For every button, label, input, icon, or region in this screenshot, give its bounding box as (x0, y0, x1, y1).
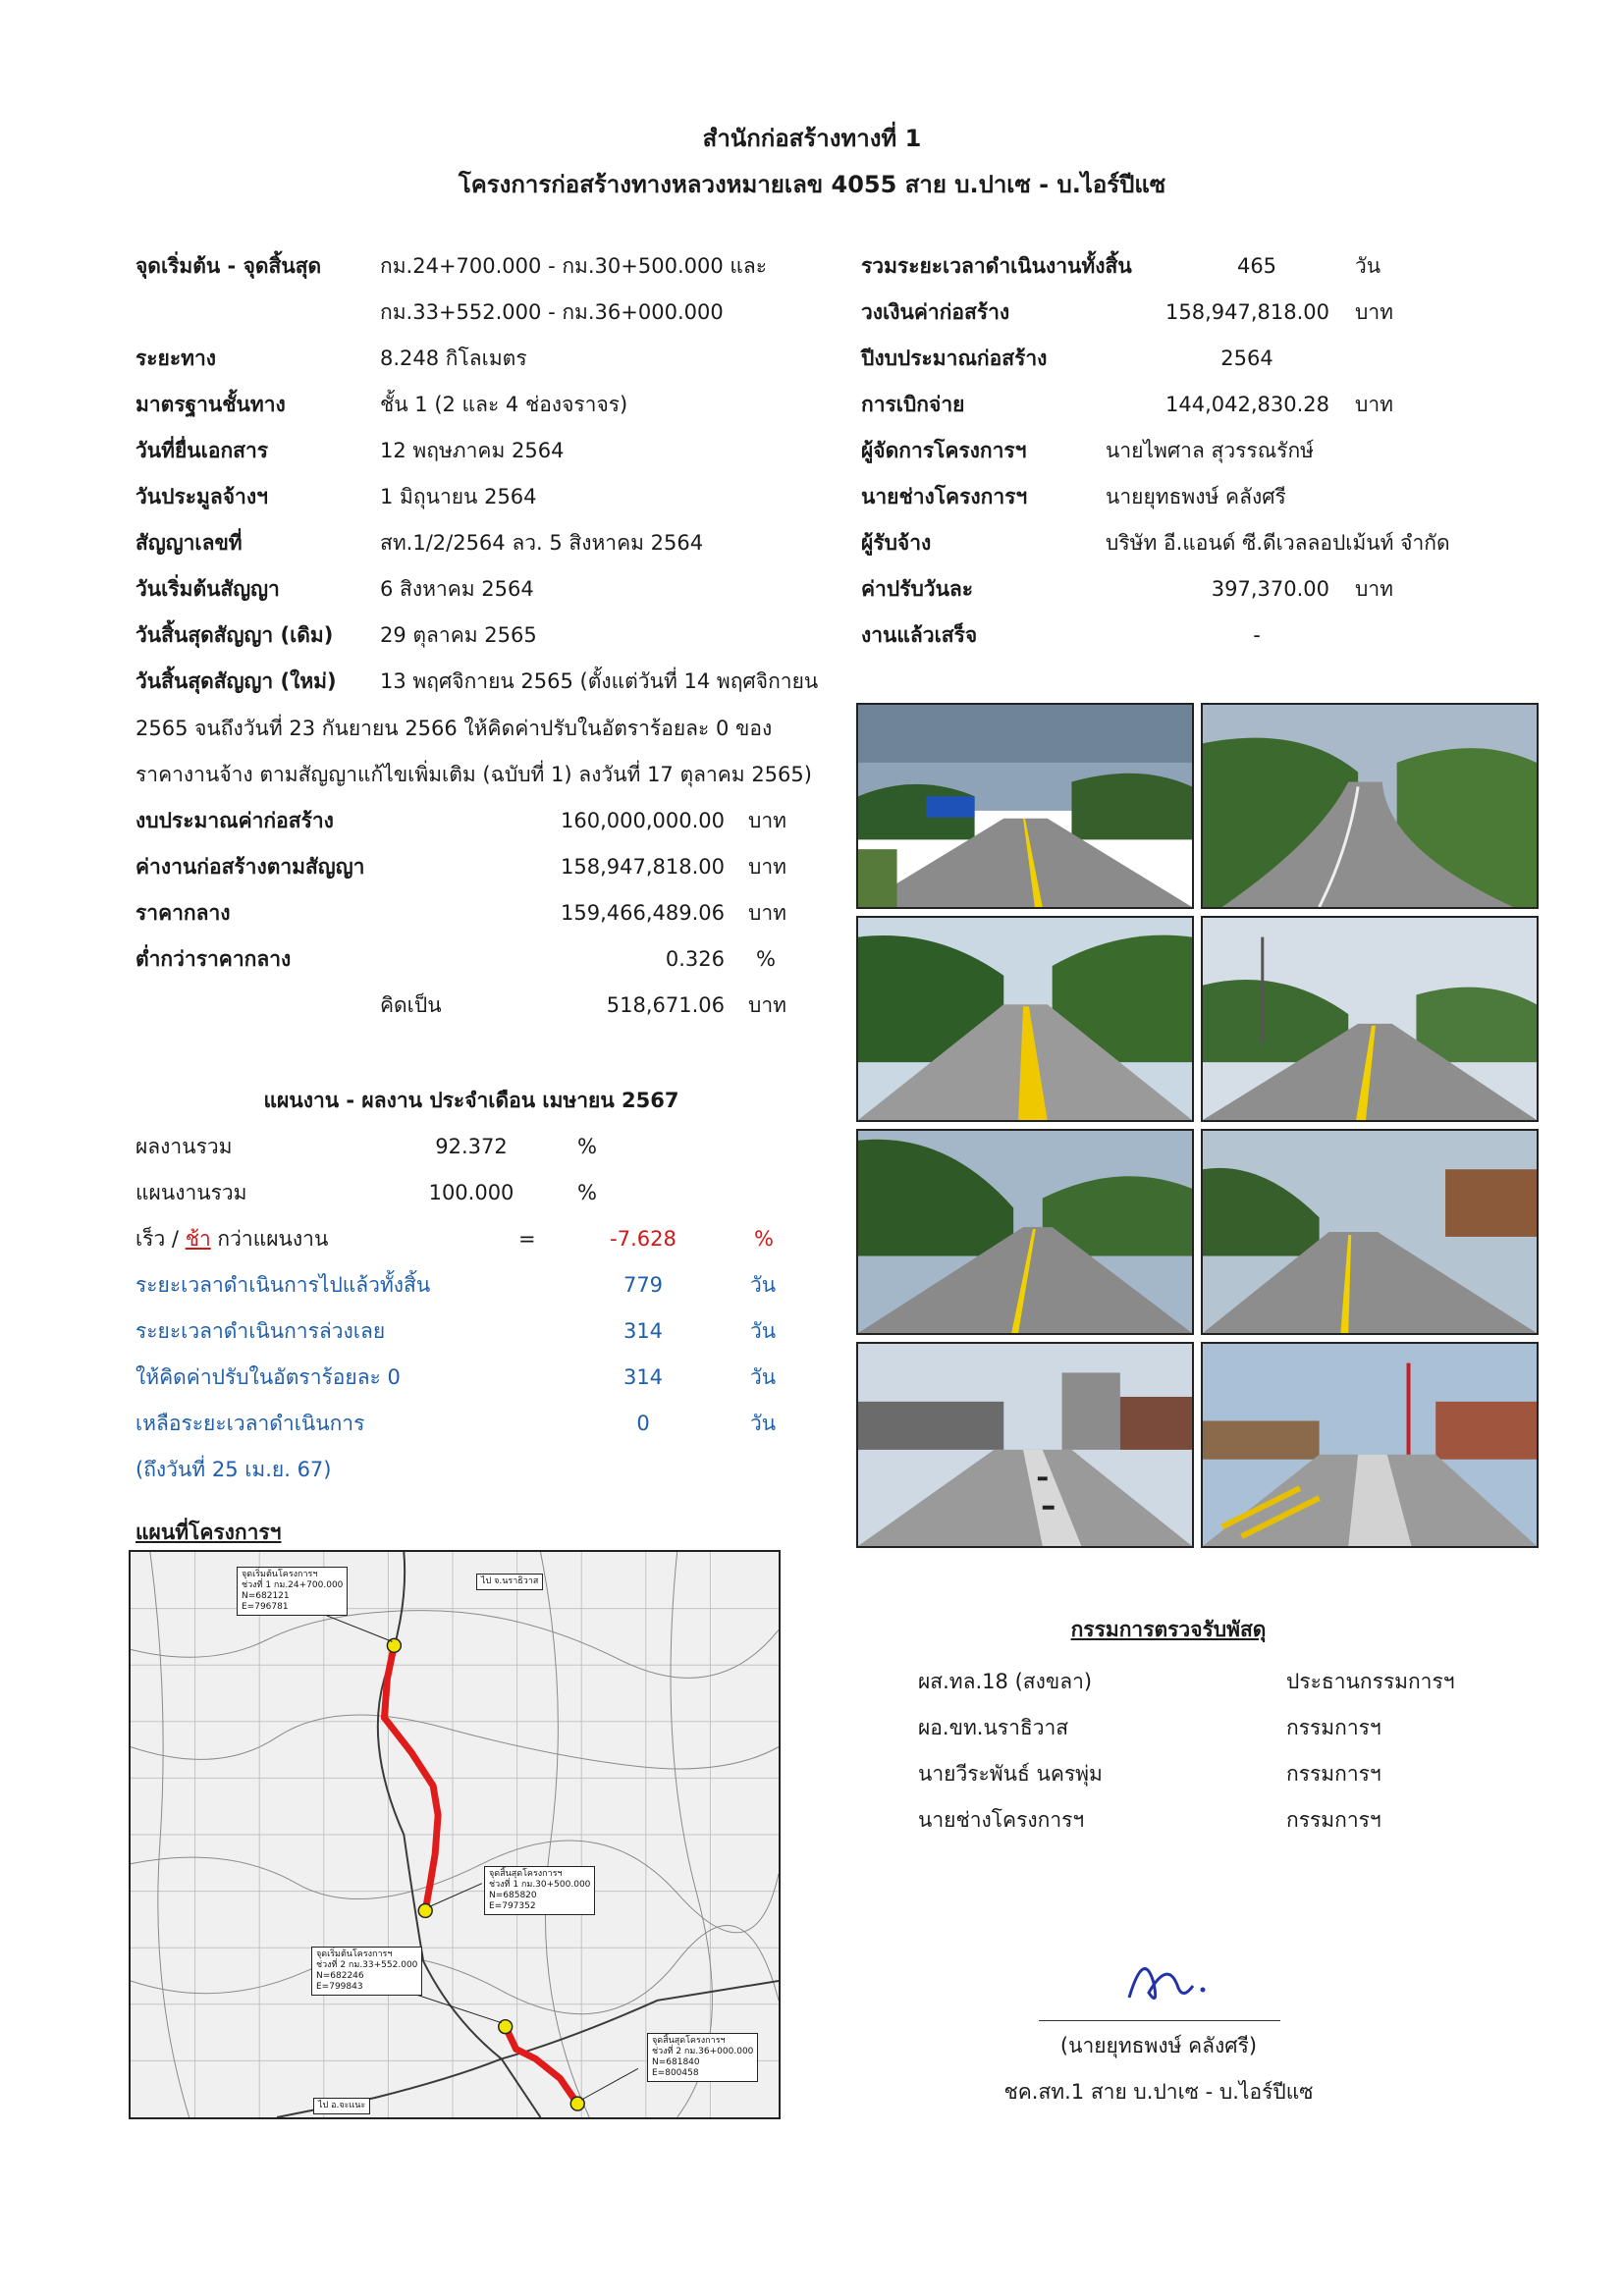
slow-word: ช้า (185, 1227, 211, 1251)
info-label: รวมระยะเวลาดำเนินงานทั้งสิ้น (861, 254, 1132, 278)
actual-label: ผลงานรวม (135, 1135, 233, 1158)
info-value: นายไพศาล สุวรรณรักษ์ (1106, 439, 1315, 462)
info-label: สัญญาเลขที่ (135, 531, 243, 555)
actual-unit: % (577, 1135, 597, 1158)
signer-position: ชค.สท.1 สาย บ.ปาเซ - บ.ไอร์ปีแซ (1003, 2080, 1314, 2104)
site-photo (1201, 1342, 1539, 1548)
plan-label: แผนงานรวม (135, 1181, 247, 1204)
map-callout: จุดสิ้นสุดโครงการฯ ช่วงที่ 1 กม.30+500.000 N=685820 E=797352 (484, 1866, 595, 1915)
info-value: 144,042,830.28 (1165, 393, 1329, 416)
remaining-label: เหลือระยะเวลาดำเนินการ (135, 1412, 365, 1435)
info-unit: วัน (1355, 254, 1381, 278)
actual-value: 92.372 (435, 1135, 508, 1158)
site-photo (1201, 916, 1539, 1122)
budget-value: 159,466,489.06 (561, 901, 725, 925)
duration-elapsed-label: ระยะเวลาดำเนินการไปแล้วทั้งสิ้น (135, 1273, 431, 1297)
info-label: วงเงินค่าก่อสร้าง (861, 300, 1010, 324)
info-label: วันประมูลจ้างฯ (135, 485, 268, 508)
continuation-line: ราคางานจ้าง ตามสัญญาแก้ไขเพิ่มเติม (ฉบับที่ 1) ลงวันที่ 17 ตุลาคม 2565) (135, 763, 812, 786)
info-label: วันที่ยื่นเอกสาร (135, 439, 269, 462)
remaining-value: 0 (636, 1412, 650, 1435)
info-label: มาตรฐานชั้นทาง (135, 393, 286, 416)
diff-label: เร็ว / ช้า กว่าแผนงาน (135, 1227, 329, 1251)
penalty-unit: วัน (750, 1365, 777, 1389)
signer-name: (นายยุทธพงษ์ คลังศรี) (1059, 2034, 1258, 2057)
committee-member-name: ผส.ทล.18 (สงขลา) (918, 1670, 1093, 1693)
diff-equals: = (518, 1227, 536, 1251)
info-value: สท.1/2/2564 ลว. 5 สิงหาคม 2564 (380, 531, 704, 555)
progress-title: แผนงาน - ผลงาน ประจำเดือน เมษายน 2567 (263, 1089, 679, 1112)
budget-prefix: คิดเป็น (380, 993, 442, 1017)
info-value: 2564 (1220, 347, 1273, 370)
info-unit: บาท (1355, 393, 1393, 416)
info-value: กม.33+552.000 - กม.36+000.000 (380, 300, 724, 324)
info-value: 12 พฤษภาคม 2564 (380, 439, 565, 462)
info-value: 1 มิถุนายน 2564 (380, 485, 537, 508)
info-label: วันสิ้นสุดสัญญา (เดิม) (135, 623, 334, 647)
budget-unit: บาท (748, 993, 786, 1017)
info-value: 397,370.00 (1211, 577, 1329, 601)
signature-image (1110, 1939, 1218, 2017)
info-label: ผู้รับจ้าง (861, 531, 932, 555)
info-value: กม.24+700.000 - กม.30+500.000 และ (380, 254, 768, 278)
info-value: 8.248 กิโลเมตร (380, 347, 527, 370)
map-callout: จุดเริ่มต้นโครงการฯ ช่วงที่ 1 กม.24+700.000 N=682121 E=796781 (237, 1567, 348, 1616)
info-value: 158,947,818.00 (1165, 300, 1329, 324)
signature-line (1039, 2020, 1280, 2021)
map-title: แผนที่โครงการฯ (135, 1521, 282, 1544)
committee-member-name: นายวีระพันธ์ นครพุ่ม (918, 1762, 1103, 1786)
budget-value: 158,947,818.00 (561, 855, 725, 879)
info-label: ระยะทาง (135, 347, 217, 370)
info-unit: บาท (1355, 577, 1393, 601)
info-label: ผู้จัดการโครงการฯ (861, 439, 1027, 462)
info-label: วันสิ้นสุดสัญญา (ใหม่) (135, 669, 337, 693)
info-label: นายช่างโครงการฯ (861, 485, 1028, 508)
committee-member-role: กรรมการฯ (1286, 1716, 1381, 1739)
committee-member-name: นายช่างโครงการฯ (918, 1808, 1085, 1832)
site-photo (856, 916, 1194, 1122)
duration-elapsed-unit: วัน (750, 1273, 777, 1297)
map-callout: จุดเริ่มต้นโครงการฯ ช่วงที่ 2 กม.33+552.000 N=682246 E=799843 (311, 1947, 422, 1996)
site-photo (856, 1342, 1194, 1548)
info-value: นายยุทธพงษ์ คลังศรี (1106, 485, 1286, 508)
map-callout: จุดสิ้นสุดโครงการฯ ช่วงที่ 2 กม.36+000.000 N=681840 E=800458 (647, 2033, 758, 2082)
committee-member-role: ประธานกรรมการฯ (1286, 1670, 1455, 1693)
budget-label: ต่ำกว่าราคากลาง (135, 947, 292, 971)
duration-overdue-unit: วัน (750, 1319, 777, 1343)
plan-unit: % (577, 1181, 597, 1204)
as-of-date: (ถึงวันที่ 25 เม.ย. 67) (135, 1458, 332, 1481)
office-title: สำนักก่อสร้างทางที่ 1 (702, 125, 922, 152)
site-photo (856, 703, 1194, 909)
committee-member-role: กรรมการฯ (1286, 1808, 1381, 1832)
project-map (129, 1550, 781, 2119)
continuation-line: 2565 จนถึงวันที่ 23 กันยายน 2566 ให้คิดค่าปรับในอัตราร้อยละ 0 ของ (135, 717, 773, 740)
info-value: ชั้น 1 (2 และ 4 ช่องจราจร) (380, 393, 628, 416)
diff-value: -7.628 (610, 1227, 677, 1251)
info-value: - (1253, 623, 1261, 647)
plan-value: 100.000 (428, 1181, 514, 1204)
info-label: ปีงบประมาณก่อสร้าง (861, 347, 1048, 370)
info-value: 6 สิงหาคม 2564 (380, 577, 534, 601)
budget-label: ค่างานก่อสร้างตามสัญญา (135, 855, 365, 879)
site-photo (1201, 703, 1539, 909)
info-value: 13 พฤศจิกายน 2565 (ตั้งแต่วันที่ 14 พฤศจิกายน (380, 669, 819, 693)
map-callout: ไป อ.จะแนะ (313, 2098, 370, 2114)
budget-unit: บาท (748, 901, 786, 925)
info-unit: บาท (1355, 300, 1393, 324)
budget-label: งบประมาณค่าก่อสร้าง (135, 809, 334, 832)
info-label: จุดเริ่มต้น - จุดสิ้นสุด (135, 254, 322, 278)
committee-member-role: กรรมการฯ (1286, 1762, 1381, 1786)
info-value: 465 (1236, 254, 1277, 278)
budget-value: 518,671.06 (606, 993, 725, 1017)
budget-unit: % (756, 947, 776, 971)
info-label: การเบิกจ่าย (861, 393, 965, 416)
info-value: บริษัท อี.แอนด์ ซี.ดีเวลลอปเม้นท์ จำกัด (1106, 531, 1450, 555)
info-label: งานแล้วเสร็จ (861, 623, 978, 647)
duration-elapsed-value: 779 (623, 1273, 664, 1297)
budget-unit: บาท (748, 809, 786, 832)
project-title: โครงการก่อสร้างทางหลวงหมายเลข 4055 สาย บ.ปาเซ - บ.ไอร์ปีแซ (458, 171, 1166, 198)
site-photo (1201, 1129, 1539, 1335)
budget-label: ราคากลาง (135, 901, 231, 925)
site-photo (856, 1129, 1194, 1335)
committee-member-name: ผอ.ขท.นราธิวาส (918, 1716, 1069, 1739)
remaining-unit: วัน (750, 1412, 777, 1435)
info-label: วันเริ่มต้นสัญญา (135, 577, 280, 601)
budget-unit: บาท (748, 855, 786, 879)
penalty-label: ให้คิดค่าปรับในอัตราร้อยละ 0 (135, 1365, 401, 1389)
budget-value: 160,000,000.00 (561, 809, 725, 832)
info-value: 29 ตุลาคม 2565 (380, 623, 537, 647)
penalty-value: 314 (623, 1365, 664, 1389)
budget-value: 0.326 (665, 947, 725, 971)
duration-overdue-value: 314 (623, 1319, 664, 1343)
map-callout: ไป จ.นราธิวาส (476, 1574, 543, 1590)
info-label: ค่าปรับวันละ (861, 577, 974, 601)
duration-overdue-label: ระยะเวลาดำเนินการล่วงเลย (135, 1319, 386, 1343)
diff-unit: % (754, 1227, 774, 1251)
committee-title: กรรมการตรวจรับพัสดุ (1070, 1618, 1267, 1641)
